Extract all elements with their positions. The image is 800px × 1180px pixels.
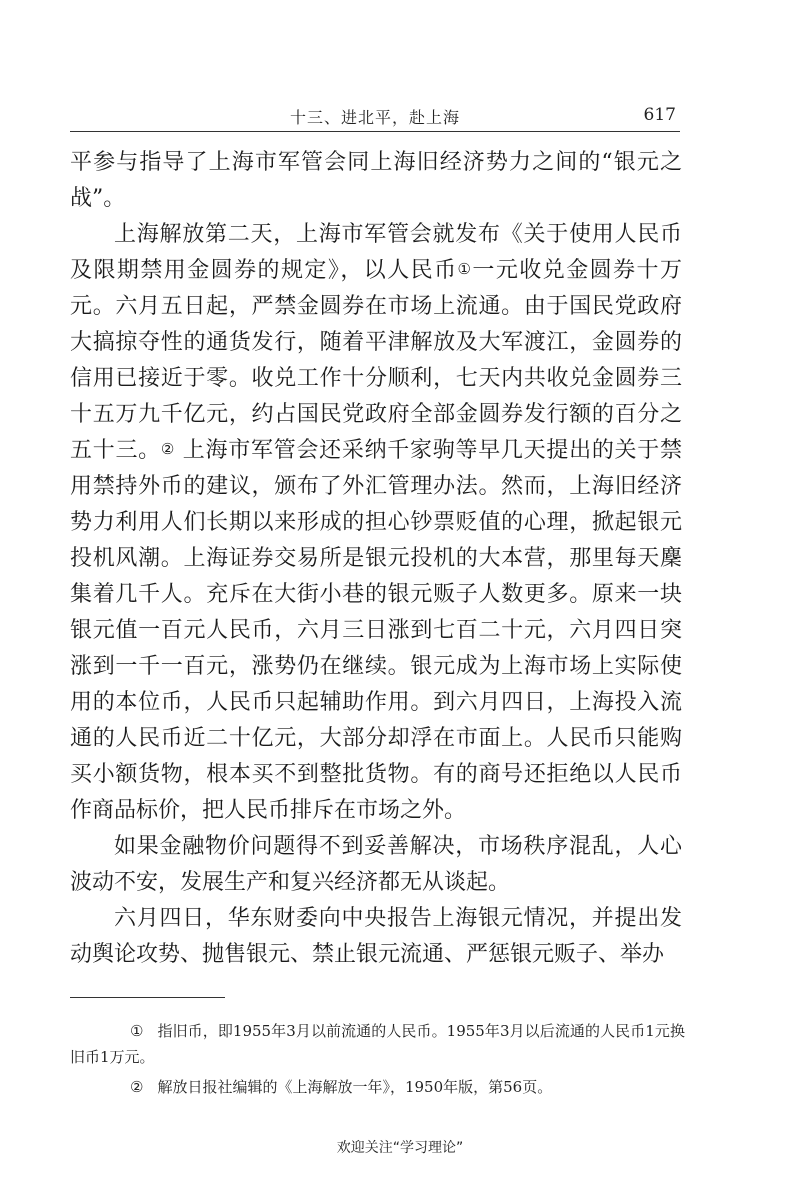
footnote-1 bbox=[70, 1018, 685, 1070]
footnote-1-text: 指旧币，即1955年3月以前流通的人民币。1955年3月以后流通的人民币1元换旧币1万元。 bbox=[70, 1022, 685, 1066]
paragraph-2 bbox=[70, 217, 682, 829]
footnote-1-mark: ① bbox=[130, 1022, 144, 1040]
footnote-2-text: 解放日报社编辑的《上海解放一年》，1950年版，第56页。 bbox=[157, 1078, 553, 1096]
paragraph-4: 六月四日，华东财委向中央报告上海银元情况，并提出发动舆论攻势、抛售银元、禁止银元流通、严惩银元贩子、举办 bbox=[70, 906, 682, 967]
footnote-divider bbox=[70, 997, 225, 998]
paragraph-1: 平参与指导了上海市军管会同上海旧经济势力之间的“银元之战”。 bbox=[70, 150, 682, 211]
paragraph-2-part-a: 上海解放第二天，上海市军管会就发布《关于使用人民币及限期禁用金圆券的规定》，以人民币 bbox=[70, 222, 682, 283]
footnote-ref-2[interactable]: ② bbox=[160, 440, 176, 458]
footnotes bbox=[70, 1018, 685, 1104]
watermark-caption: 欢迎关注“学习理论” bbox=[336, 1140, 464, 1156]
footnote-2-mark: ② bbox=[130, 1078, 144, 1096]
paragraph-2-part-b: 一元收兑金圆券十万元。六月五日起，严禁金圆券在市场上流通。由于国民党政府大搞掠夺性的通货发行，随着平津解放及大军渡江，金圆券的信用已接近于零。收兑工作十分顺利，七天内共收兑金圆券三十五万九千亿元，约占国民党政府全部金圆券发行额的百分之五十三。 bbox=[70, 258, 682, 463]
body-text bbox=[70, 145, 682, 973]
paragraph-2-part-c: 上海市军管会还采纳千家驹等早几天提出的关于禁用禁持外币的建议，颁布了外汇管理办法。然而，上海旧经济势力利用人们长期以来形成的担心钞票贬值的心理，掀起银元投机风潮。上海证券交易所是银元投机的大本营，那里每天麇集着几千人。充斥在大街小巷的银元贩子人数更多。原来一块银元值一百元人民币，六月三日涨到七百二十元，六月四日突涨到一千一百元，涨势仍在继续。银元成为上海市场上实际使用的本位币，人民币只起辅助作用。到六月四日，上海投入流通的人民币近二十亿元，大部分却浮在市面上。人民币只能购买小额货物，根本买不到整批货物。有的商号还拒绝以人民币作商品标价，把人民币排斥在市场之外。 bbox=[70, 438, 682, 823]
footnote-ref-1[interactable]: ① bbox=[457, 260, 473, 278]
page-number: 617 bbox=[643, 105, 676, 125]
running-header bbox=[70, 103, 680, 132]
footnote-2 bbox=[70, 1074, 685, 1100]
paragraph-3: 如果金融物价问题得不到妥善解决，市场秩序混乱，人心波动不安，发展生产和复兴经济都无从谈起。 bbox=[70, 834, 682, 895]
chapter-title: 十三、进北平，赴上海 bbox=[289, 108, 460, 127]
